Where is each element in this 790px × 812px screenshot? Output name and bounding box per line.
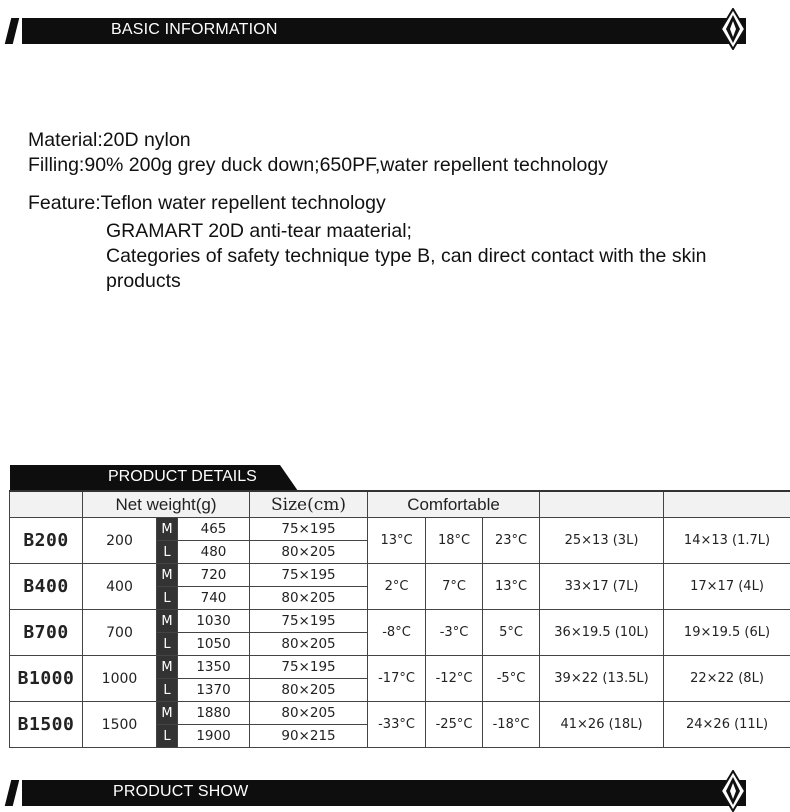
product-spec-table [9,490,790,748]
banner-title: PRODUCT SHOW [113,783,248,801]
model-cell: B200 [10,518,83,564]
dimensions-cell: 80×205 [250,587,368,610]
fill-weight-cell: 1000 [83,656,157,702]
comfort-temp-cell: 5°C [483,610,540,656]
comfort-temp-cell: -3°C [426,610,483,656]
net-weight-cell: 465 [178,518,250,541]
net-weight-cell: 1050 [178,633,250,656]
feature-detail-1: GRAMART 20D anti-tear maaterial; [106,219,412,244]
comfort-temp-cell: -17°C [368,656,426,702]
net-weight-cell: 740 [178,587,250,610]
comfort-temp-cell: 13°C [368,518,426,564]
compressed-size-cell: 22×22 (8L) [664,656,790,702]
packed-size-cell: 36×19.5 (10L) [540,610,664,656]
header-blank-2 [540,491,664,518]
banner-slash [5,780,19,806]
size-code-cell: M [157,656,178,679]
material-line: Material:20D nylon [28,128,191,153]
packed-size-cell: 39×22 (13.5L) [540,656,664,702]
header-size: Size(cm) [250,491,368,518]
size-code-cell: L [157,679,178,702]
comfort-temp-cell: 23°C [483,518,540,564]
fill-weight-cell: 200 [83,518,157,564]
size-code-cell: M [157,610,178,633]
fill-weight-cell: 1500 [83,702,157,748]
header-comfortable: Comfortable [368,491,540,518]
compressed-size-cell: 19×19.5 (6L) [664,610,790,656]
product-details-banner [10,465,290,491]
table-row [10,702,790,725]
details-tab-title: PRODUCT DETAILS [108,468,257,486]
fill-weight-cell: 700 [83,610,157,656]
model-cell: B1500 [10,702,83,748]
table-row [10,518,790,541]
feature-detail-3: products [106,269,181,294]
dimensions-cell: 80×205 [250,679,368,702]
size-code-cell: M [157,518,178,541]
comfort-temp-cell: 2°C [368,564,426,610]
table-row [10,564,790,587]
dimensions-cell: 75×195 [250,564,368,587]
model-cell: B1000 [10,656,83,702]
dimensions-cell: 80×205 [250,633,368,656]
size-code-cell: M [157,564,178,587]
comfort-temp-cell: -8°C [368,610,426,656]
packed-size-cell: 33×17 (7L) [540,564,664,610]
fill-weight-cell: 400 [83,564,157,610]
compressed-size-cell: 14×13 (1.7L) [664,518,790,564]
dimensions-cell: 80×205 [250,541,368,564]
compressed-size-cell: 17×17 (4L) [664,564,790,610]
banner-slash [5,18,19,44]
feature-detail-2: Categories of safety technique type B, can direct contact with the skin [106,244,707,269]
dimensions-cell: 80×205 [250,702,368,725]
net-weight-cell: 1880 [178,702,250,725]
table-row [10,656,790,679]
header-blank-3 [664,491,790,518]
model-cell: B700 [10,610,83,656]
net-weight-cell: 720 [178,564,250,587]
table-body [10,518,790,748]
table-row [10,610,790,633]
size-code-cell: L [157,633,178,656]
comfort-temp-cell: -5°C [483,656,540,702]
comfort-temp-cell: -18°C [483,702,540,748]
dimensions-cell: 90×215 [250,725,368,748]
banner-title: BASIC INFORMATION [111,21,278,39]
comfort-temp-cell: -33°C [368,702,426,748]
basic-information-banner [0,18,790,44]
net-weight-cell: 1900 [178,725,250,748]
filling-line: Filling:90% 200g grey duck down;650PF,water repellent technology [28,153,608,178]
packed-size-cell: 41×26 (18L) [540,702,664,748]
size-code-cell: L [157,541,178,564]
comfort-temp-cell: -25°C [426,702,483,748]
model-cell: B400 [10,564,83,610]
header-blank-1 [10,491,83,518]
net-weight-cell: 1370 [178,679,250,702]
compressed-size-cell: 24×26 (11L) [664,702,790,748]
table-header-row [10,491,790,518]
dimensions-cell: 75×195 [250,518,368,541]
dimensions-cell: 75×195 [250,656,368,679]
diamond-logo-icon [720,8,746,50]
feature-line: Feature:Teflon water repellent technology [28,191,386,216]
comfort-temp-cell: 7°C [426,564,483,610]
packed-size-cell: 25×13 (3L) [540,518,664,564]
size-code-cell: M [157,702,178,725]
header-net-weight: Net weight(g) [83,491,250,518]
net-weight-cell: 1030 [178,610,250,633]
product-show-banner [0,780,790,806]
net-weight-cell: 480 [178,541,250,564]
size-code-cell: L [157,587,178,610]
comfort-temp-cell: 13°C [483,564,540,610]
net-weight-cell: 1350 [178,656,250,679]
comfort-temp-cell: -12°C [426,656,483,702]
comfort-temp-cell: 18°C [426,518,483,564]
dimensions-cell: 75×195 [250,610,368,633]
size-code-cell: L [157,725,178,748]
